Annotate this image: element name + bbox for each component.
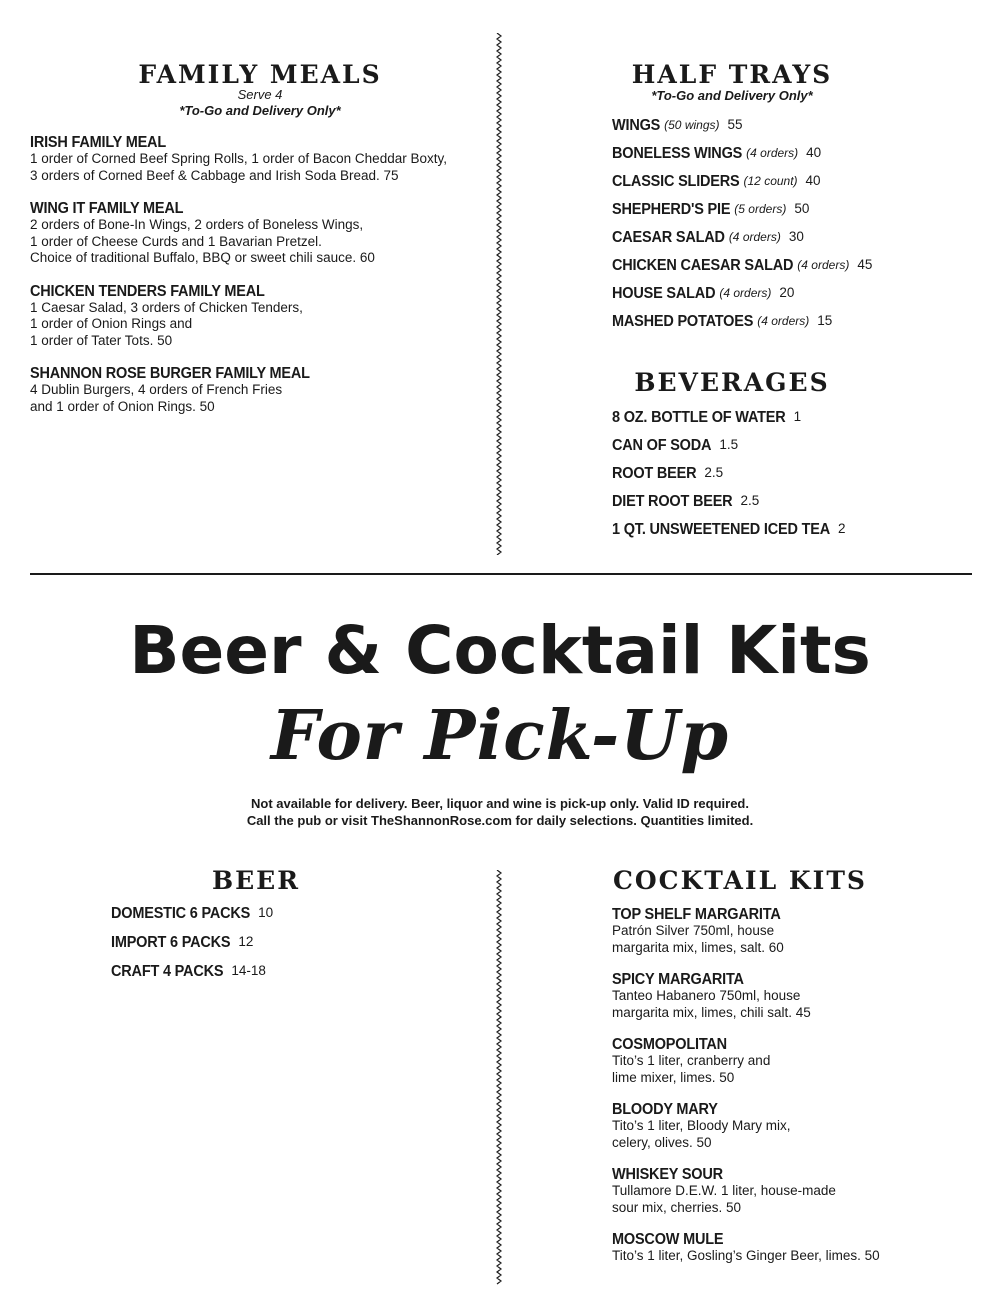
beverage-price: 1 bbox=[793, 409, 802, 424]
beverage-price: 2.5 bbox=[740, 493, 760, 508]
cocktail-kit-name: SPICY MARGARITA bbox=[612, 971, 744, 989]
family-meal-item bbox=[30, 199, 490, 267]
family-meal-name: IRISH FAMILY MEAL bbox=[30, 134, 166, 152]
half-tray-qty: (12 count) bbox=[743, 174, 798, 188]
beer-item bbox=[111, 963, 451, 992]
beer-price: 10 bbox=[258, 905, 274, 920]
half-tray-item bbox=[612, 173, 972, 201]
kits-notice-line-1: Not available for delivery. Beer, liquor and wine is pick-up only. Valid ID required. bbox=[251, 796, 749, 811]
half-tray-price: 55 bbox=[727, 117, 743, 132]
half-tray-qty: (4 orders) bbox=[797, 258, 850, 272]
cocktail-kit-desc-line: margarita mix, limes, salt. 60 bbox=[612, 939, 784, 955]
family-meals-list bbox=[30, 133, 490, 415]
family-meal-desc-line: Choice of traditional Buffalo, BBQ or sweet chili sauce. 60 bbox=[30, 250, 375, 265]
half-tray-item bbox=[612, 285, 972, 313]
cocktail-kit-item bbox=[612, 1230, 982, 1265]
family-meal-item bbox=[30, 133, 490, 184]
family-meal-desc-line: 1 Caesar Salad, 3 orders of Chicken Tenders, bbox=[30, 299, 303, 315]
beverage-name: 1 QT. UNSWEETENED ICED TEA bbox=[612, 521, 830, 539]
half-tray-name: HOUSE SALAD bbox=[612, 285, 716, 303]
beer-section bbox=[111, 868, 451, 992]
beer-price: 14-18 bbox=[231, 963, 266, 978]
beer-item bbox=[111, 934, 451, 963]
family-meal-desc-line: 1 order of Tater Tots. 50 bbox=[30, 332, 173, 348]
cocktail-kit-desc-line: Tito’s 1 liter, Gosling’s Ginger Beer, limes. 50 bbox=[612, 1248, 880, 1263]
kits-notice-line-2: Call the pub or visit TheShannonRose.com for daily selections. Quantities limited. bbox=[246, 813, 754, 828]
half-tray-price: 20 bbox=[779, 285, 795, 300]
beverage-price: 2 bbox=[837, 521, 846, 536]
half-tray-item bbox=[612, 117, 972, 145]
beverage-price: 1.5 bbox=[719, 437, 739, 452]
half-tray-price: 40 bbox=[805, 173, 821, 188]
half-trays-title: HALF TRAYS bbox=[631, 60, 833, 89]
cocktail-kit-desc-line: Tito’s 1 liter, Bloody Mary mix, bbox=[612, 1118, 791, 1133]
family-meal-desc-line: 2 orders of Bone-In Wings, 2 orders of Boneless Wings, bbox=[30, 217, 364, 232]
family-meals-serves: Serve 4 bbox=[237, 87, 283, 102]
half-tray-item bbox=[612, 229, 972, 257]
beverages-title: BEVERAGES bbox=[634, 368, 830, 397]
cocktail-kit-desc-line: lime mixer, limes. 50 bbox=[612, 1069, 735, 1085]
family-meals-section bbox=[30, 62, 490, 430]
cocktail-kit-name: MOSCOW MULE bbox=[612, 1231, 724, 1249]
half-tray-name: MASHED POTATOES bbox=[612, 313, 754, 331]
beverage-name: 8 OZ. BOTTLE OF WATER bbox=[612, 409, 786, 427]
half-tray-qty: (5 orders) bbox=[734, 202, 787, 216]
beverages-section bbox=[612, 370, 972, 549]
half-tray-name: CAESAR SALAD bbox=[612, 229, 725, 247]
beverage-item bbox=[612, 465, 972, 493]
cocktail-kit-name: COSMOPOLITAN bbox=[612, 1036, 727, 1054]
family-meals-title: FAMILY MEALS bbox=[138, 60, 382, 89]
beer-name: DOMESTIC 6 PACKS bbox=[111, 905, 251, 923]
cocktail-kit-desc-line: margarita mix, limes, chili salt. 45 bbox=[612, 1004, 811, 1020]
half-trays-list bbox=[612, 117, 972, 341]
half-tray-qty: (50 wings) bbox=[664, 118, 720, 132]
beer-name: CRAFT 4 PACKS bbox=[111, 963, 224, 981]
half-trays-section bbox=[612, 62, 972, 341]
half-tray-price: 30 bbox=[788, 229, 804, 244]
cocktail-kits-section bbox=[612, 868, 982, 1279]
vertical-zigzag-divider bbox=[496, 33, 502, 555]
section-divider-line bbox=[30, 573, 972, 575]
cocktail-kits-list bbox=[612, 905, 982, 1265]
beverage-item bbox=[612, 437, 972, 465]
half-tray-name: BONELESS WINGS bbox=[612, 145, 743, 163]
cocktail-kit-item bbox=[612, 905, 982, 956]
beverages-list bbox=[612, 409, 972, 549]
beverage-name: ROOT BEER bbox=[612, 465, 697, 483]
family-meal-name: SHANNON ROSE BURGER FAMILY MEAL bbox=[30, 365, 310, 383]
half-tray-qty: (4 orders) bbox=[728, 230, 781, 244]
beer-title: BEER bbox=[211, 866, 301, 895]
half-tray-price: 40 bbox=[806, 145, 822, 160]
family-meal-name: CHICKEN TENDERS FAMILY MEAL bbox=[30, 282, 265, 300]
beverage-item bbox=[612, 521, 972, 549]
beverage-item bbox=[612, 493, 972, 521]
half-tray-qty: (4 orders) bbox=[746, 146, 799, 160]
cocktail-kit-desc-line: celery, olives. 50 bbox=[612, 1134, 712, 1150]
beverage-item bbox=[612, 409, 972, 437]
vertical-zigzag-divider-lower bbox=[496, 870, 502, 1285]
family-meal-name: WING IT FAMILY MEAL bbox=[30, 200, 184, 218]
cocktail-kit-desc-line: Tanteo Habanero 750ml, house bbox=[612, 988, 801, 1003]
family-meal-desc-line: 4 Dublin Burgers, 4 orders of French Fries bbox=[30, 382, 283, 397]
family-meal-desc-line: 3 orders of Corned Beef & Cabbage and Irish Soda Bread. 75 bbox=[30, 167, 399, 183]
cocktail-kit-item bbox=[612, 1100, 982, 1151]
cocktail-kit-desc-line: Tito’s 1 liter, cranberry and bbox=[612, 1053, 771, 1068]
half-tray-qty: (4 orders) bbox=[719, 286, 772, 300]
family-meal-desc-line: 1 order of Cheese Curds and 1 Bavarian Pretzel. bbox=[30, 233, 322, 249]
half-tray-price: 50 bbox=[794, 201, 810, 216]
kits-title: Beer & Cocktail Kits bbox=[129, 612, 871, 689]
half-tray-price: 45 bbox=[857, 257, 873, 272]
half-tray-qty: (4 orders) bbox=[757, 314, 810, 328]
family-meal-desc-line: and 1 order of Onion Rings. 50 bbox=[30, 398, 215, 414]
kits-subtitle: For Pick-Up bbox=[270, 696, 730, 776]
beverage-name: DIET ROOT BEER bbox=[612, 493, 733, 511]
cocktail-kit-desc-line: sour mix, cherries. 50 bbox=[612, 1199, 742, 1215]
half-tray-item bbox=[612, 201, 972, 229]
cocktail-kit-name: WHISKEY SOUR bbox=[612, 1166, 723, 1184]
beer-list bbox=[111, 905, 451, 992]
family-meal-item bbox=[30, 364, 490, 415]
cocktail-kit-item bbox=[612, 1035, 982, 1086]
beer-name: IMPORT 6 PACKS bbox=[111, 934, 231, 952]
family-meal-desc-line: 1 order of Corned Beef Spring Rolls, 1 order of Bacon Cheddar Boxty, bbox=[30, 151, 447, 166]
cocktail-kit-item bbox=[612, 970, 982, 1021]
family-meals-note: *To-Go and Delivery Only* bbox=[179, 103, 341, 118]
half-tray-name: WINGS bbox=[612, 117, 661, 135]
cocktail-kit-desc-line: Tullamore D.E.W. 1 liter, house-made bbox=[612, 1183, 836, 1198]
beer-price: 12 bbox=[238, 934, 254, 949]
family-meal-item bbox=[30, 282, 490, 350]
half-tray-item bbox=[612, 257, 972, 285]
beverage-name: CAN OF SODA bbox=[612, 437, 712, 455]
beer-item bbox=[111, 905, 451, 934]
half-trays-note: *To-Go and Delivery Only* bbox=[651, 88, 813, 103]
cocktail-kit-name: TOP SHELF MARGARITA bbox=[612, 906, 781, 924]
half-tray-item bbox=[612, 145, 972, 173]
half-tray-item bbox=[612, 313, 972, 341]
beverage-price: 2.5 bbox=[704, 465, 724, 480]
half-tray-name: CLASSIC SLIDERS bbox=[612, 173, 740, 191]
cocktail-kit-desc-line: Patrón Silver 750ml, house bbox=[612, 923, 775, 938]
family-meal-desc-line: 1 order of Onion Rings and bbox=[30, 316, 193, 331]
cocktail-kits-title: COCKTAIL KITS bbox=[613, 866, 867, 895]
cocktail-kit-name: BLOODY MARY bbox=[612, 1101, 718, 1119]
half-tray-price: 15 bbox=[817, 313, 833, 328]
half-tray-name: SHEPHERD'S PIE bbox=[612, 201, 731, 219]
cocktail-kit-item bbox=[612, 1165, 982, 1216]
half-tray-name: CHICKEN CAESAR SALAD bbox=[612, 257, 794, 275]
